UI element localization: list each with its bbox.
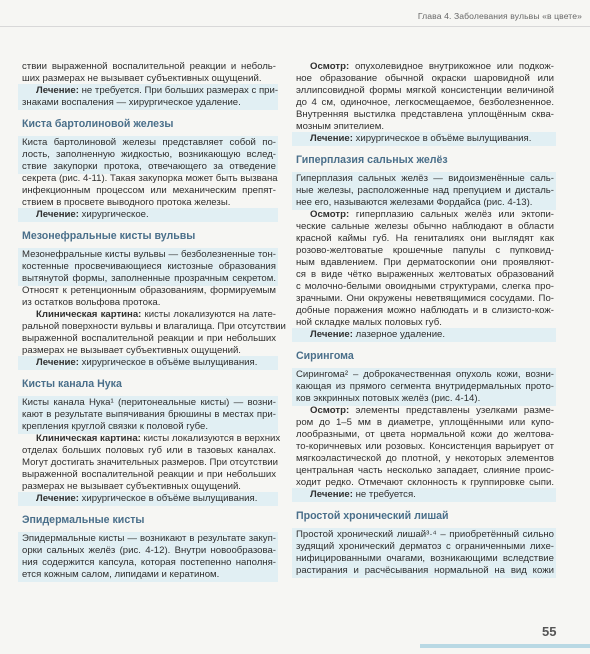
label-bold: Лечение:: [310, 329, 353, 340]
text-line: мозным эпителием.: [296, 121, 384, 132]
text-line: размерах не вызывает субъективных ощущений.: [22, 481, 241, 492]
text-line: нее его, называются железами Фордайса (рис. 4-13).: [296, 197, 533, 208]
text-line: Осмотр: элементы представлены узелками разме-: [310, 405, 554, 416]
text-line: Лечение: не требуется.: [310, 489, 416, 500]
chapter-title: Глава 4. Заболевания вульвы «в цвете»: [417, 11, 582, 21]
text-line: Лечение: хирургическое в объёме вылущивания.: [36, 357, 258, 368]
text-line: выраженной воспалительной реакции и при небольших: [22, 333, 276, 344]
section-heading: Простой хронический лишай: [296, 510, 449, 522]
text-line: Клиническая картина: кисты локализуются в верхних: [36, 433, 281, 444]
text-line: Осмотр: гиперплазию сальных желёз или эктопи-: [310, 209, 554, 220]
label-bold: Клиническая картина:: [36, 309, 142, 320]
text-line: выраженной воспалительной реакции и при небольших: [22, 469, 276, 480]
section-heading: Киста бартолиновой железы: [22, 118, 174, 130]
text-line: отделах больших половых губ или в тазовых каналах.: [22, 445, 276, 456]
text-line: Кисты канала Нука¹ (перитонеальные кисты) — возни-: [22, 397, 276, 408]
text-line: секрета (рис. 4-11). Такая закупорка может быть вызвана: [22, 173, 278, 184]
label-bold: Осмотр:: [310, 209, 350, 220]
text-line: Лечение: хирургическое в объёме вылущивания.: [36, 493, 258, 504]
text-line: знаками воспаления — хирургическое удаление.: [22, 97, 241, 108]
text-line: Сирингома² – доброкачественная опухоль кожи, возни-: [296, 369, 554, 380]
text-line: вытянутой формы, заполненные прозрачным секретом.: [22, 273, 276, 284]
text-line: Внутренняя выстилка представлена уплощённым сква-: [296, 109, 554, 120]
text-line: ходит редко. Отмечают склонность к группировке сыпи.: [296, 477, 554, 488]
text-line: добные поражения можно наблюдать и в слизисто-кож-: [296, 305, 554, 316]
label-bold: Лечение:: [36, 493, 79, 504]
text-line: ным вдавлением. При дерматоскопии они проявляют-: [296, 257, 554, 268]
text-line: ших размерах не вызывает субъективных ощущений.: [22, 73, 262, 84]
label-bold: Лечение:: [36, 209, 79, 220]
text-line: инфекционным процессом или механическим препят-: [22, 185, 276, 196]
section-heading: Сирингома: [296, 350, 354, 362]
text-line: Лечение: лазерное удаление.: [310, 329, 446, 340]
section-heading: Кисты канала Нука: [22, 378, 122, 390]
text-line: красной каймы губ. На гениталиях они выглядят как: [296, 233, 554, 244]
text-line: ной складке малых половых губ.: [296, 317, 442, 328]
text-line: крепления круглой связки к половой губе.: [22, 421, 209, 432]
text-line: лообразными, от цвета нормальной кожи до желтова-: [296, 429, 554, 440]
text-line: Осмотр: опухолевидное внутрикожное или подкож-: [310, 61, 554, 72]
text-line: мягкоэластической до плотной, у некоторых элементов: [296, 453, 554, 464]
label-bold: Осмотр:: [310, 61, 350, 72]
running-header: [0, 0, 590, 27]
text-line: ческие сальные железы обычно наблюдают в области: [296, 221, 554, 232]
text-line: до 4 см, одиночное, легкосмещаемое, безболезненное.: [296, 97, 554, 108]
label-bold: Лечение:: [36, 357, 79, 368]
text-line: ное образование обычной окраски шаровидной или: [296, 73, 554, 84]
text-line: ся в виде чётко выраженных желтоватых образований: [296, 269, 554, 280]
text-line: Клиническая картина: кисты локализуются на лате-: [36, 309, 276, 320]
label-bold: Осмотр:: [310, 405, 350, 416]
text-line: с молочно-белыми овоидными структурами, слегка про-: [296, 281, 554, 292]
text-line: ные железы, расположенные над препуцием и дисталь-: [296, 185, 554, 196]
text-line: ральной поверхности вульвы и влагалища. При отсутствии: [22, 321, 286, 332]
text-line: ков эккринных потовых желёз (рис. 4-14).: [296, 393, 481, 404]
page-number: 55: [542, 624, 557, 639]
text-line: Гиперплазия сальных желёз — видоизменённые саль-: [296, 173, 554, 184]
text-line: центральная часть несколько западает, слияние проис-: [296, 465, 554, 476]
text-line: Лечение: хирургическое.: [36, 209, 149, 220]
text-line: Относят к ретенционным образованиям, формируемым: [22, 285, 276, 296]
text-line: орки сальных желёз (рис. 4-12). Внутри новообразова-: [22, 545, 276, 556]
text-line: Могут достигать значительных размеров. При отсутствии: [22, 457, 279, 468]
text-line: кают в результате выпячивания брюшины в местах при-: [22, 409, 276, 420]
text-line: лость, заполненную жидкостью, возникающую вслед-: [22, 149, 276, 160]
text-line: Мезонефральные кисты вульвы — безболезненные тон-: [22, 249, 276, 260]
text-line: Киста бартолиновой железы представляет собой по-: [22, 137, 276, 148]
text-line: нифицированными очагами, возникающими вследствие: [296, 553, 554, 564]
text-line: Эпидермальные кисты — возникают в результате закуп-: [22, 533, 276, 544]
text-line: зудящий хронический дерматоз с ограниченными лихе-: [296, 541, 554, 552]
text-line: то-коричневых или розовых. Консистенция варьирует от: [296, 441, 554, 452]
text-line: ется кожным салом, липидами и кератином.: [22, 569, 220, 580]
label-bold: Лечение:: [36, 85, 79, 96]
text-line: зрачными. Они окружены неветвящимися сосудами. По-: [296, 293, 554, 304]
text-line: ствием в просвете выводного протока железы.: [22, 197, 231, 208]
page-corner-accent: [420, 644, 590, 648]
label-bold: Лечение:: [310, 133, 353, 144]
text-line: Лечение: не требуется. При больших размерах с при-: [36, 85, 279, 96]
text-line: размерах не вызывает субъективных ощущений.: [22, 345, 241, 356]
text-line: кающая из прямого сегмента внутридермальных прото-: [296, 381, 554, 392]
text-line: розово-желтоватые крошечные папулы с пупковид-: [296, 245, 554, 256]
text-line: костенные просвечивающиеся кистозные образования: [22, 261, 276, 272]
text-line: ствии выраженной воспалительной реакции и неболь-: [22, 61, 276, 72]
section-heading: Эпидермальные кисты: [22, 514, 145, 526]
text-line: ствие закупорки протока, отвечающего за отведение: [22, 161, 276, 172]
text-line: Лечение: хирургическое в объёме вылущивания.: [310, 133, 532, 144]
text-line: ния содержится капсула, которая постепенно наполня-: [22, 557, 276, 568]
text-line: эллипсовидной формы мягкой консистенции величиной: [296, 85, 554, 96]
label-bold: Клиническая картина:: [36, 433, 141, 444]
text-line: ром до 1–5 мм в диаметре, уплощёнными или купо-: [296, 417, 554, 428]
text-line: из остатков вольфова протока.: [22, 297, 161, 308]
section-heading: Гиперплазия сальных желёз: [296, 154, 448, 166]
text-line: растирания и расчёсывания нормальной на вид кожи: [296, 565, 554, 576]
text-line: Простой хронический лишай³·⁴ – приобретённый сильно: [296, 529, 554, 540]
section-heading: Мезонефральные кисты вульвы: [22, 230, 196, 242]
label-bold: Лечение:: [310, 489, 353, 500]
